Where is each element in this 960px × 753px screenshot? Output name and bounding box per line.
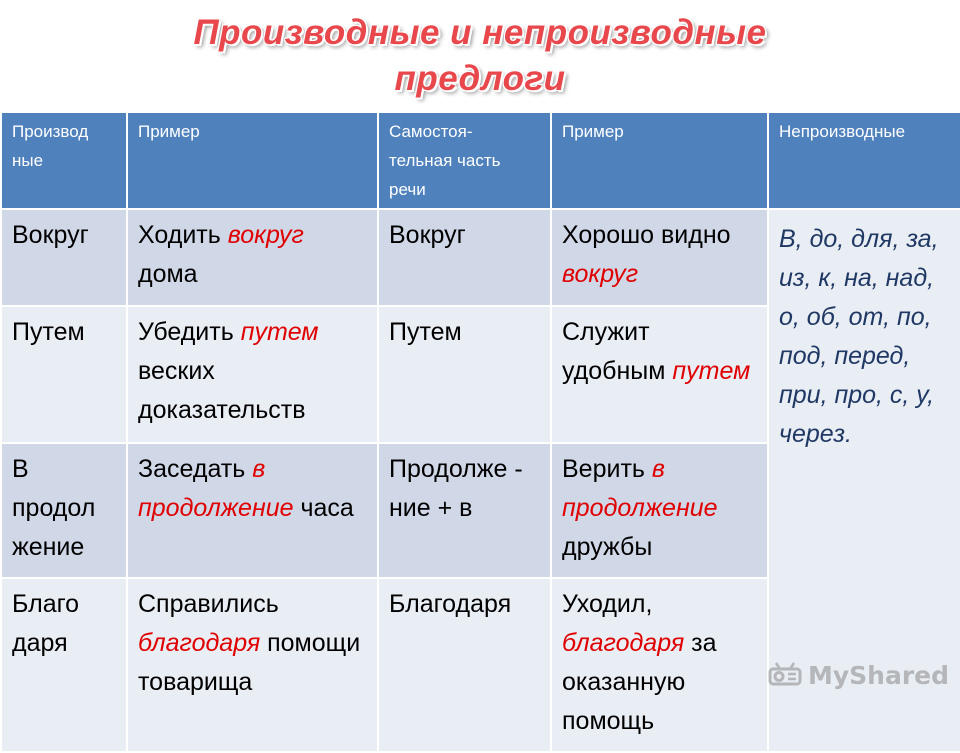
- header-example-2: Пример: [551, 112, 768, 209]
- example-1-cell: [127, 306, 378, 443]
- example-2-cell: [551, 443, 768, 578]
- watermark: [768, 657, 949, 693]
- example-text: помощи товарища: [138, 629, 361, 696]
- example-text: часа: [293, 494, 354, 522]
- title-line-2: предлоги: [394, 59, 566, 98]
- highlighted-preposition: в продолжение: [562, 455, 718, 522]
- example-text: дружбы: [562, 533, 653, 561]
- example-2-cell: [551, 209, 768, 306]
- slide-title: [0, 10, 960, 102]
- example-text: Убедить: [138, 318, 241, 346]
- example-text: дома: [138, 260, 198, 288]
- header-non-derived: Непроизводные: [768, 112, 960, 209]
- highlighted-preposition: в продолжение: [138, 455, 294, 522]
- header-part-of-speech: Самостоя- тельная часть речи: [378, 112, 551, 209]
- example-text: Верить: [562, 455, 652, 483]
- derived-cell: Благо даря: [1, 578, 127, 752]
- example-text: Справились: [138, 590, 279, 618]
- example-text: Ходить: [138, 221, 228, 249]
- derived-cell: В продол жение: [1, 443, 127, 578]
- example-text: Служит удобным: [562, 318, 673, 385]
- highlighted-preposition: вокруг: [227, 221, 304, 249]
- watermark-text: MyShared: [808, 660, 950, 690]
- example-text: Хорошо видно: [562, 221, 731, 249]
- part-of-speech-cell: Путем: [378, 306, 551, 443]
- highlighted-preposition: путем: [672, 357, 751, 385]
- derived-cell: Путем: [1, 306, 127, 443]
- highlighted-preposition: путем: [240, 318, 319, 346]
- projector-icon: [768, 660, 802, 690]
- highlighted-preposition: благодаря: [562, 629, 685, 657]
- example-2-cell: [551, 306, 768, 443]
- header-derived: Производ ные: [1, 112, 127, 209]
- derived-cell: Вокруг: [1, 209, 127, 306]
- highlighted-preposition: благодаря: [138, 629, 261, 657]
- part-of-speech-cell: Продолже - ние + в: [378, 443, 551, 578]
- example-1-cell: [127, 443, 378, 578]
- example-text: за оказанную помощь: [562, 629, 717, 735]
- example-text: Заседать: [138, 455, 253, 483]
- table-row: [1, 209, 960, 306]
- example-1-cell: [127, 209, 378, 306]
- non-derived-cell: В, до, для, за, из, к, на, над, о, об, от, по, под, перед, при, про, с, у, через.: [768, 209, 960, 752]
- title-line-1: Производные и непроизводные: [193, 13, 767, 52]
- example-text: веских доказательств: [138, 357, 306, 424]
- highlighted-preposition: вокруг: [562, 260, 639, 288]
- part-of-speech-cell: Вокруг: [378, 209, 551, 306]
- example-2-cell: [551, 578, 768, 752]
- example-1-cell: [127, 578, 378, 752]
- part-of-speech-cell: Благодаря: [378, 578, 551, 752]
- example-text: Уходил,: [562, 590, 653, 618]
- table-header-row: [1, 112, 960, 209]
- header-example-1: Пример: [127, 112, 378, 209]
